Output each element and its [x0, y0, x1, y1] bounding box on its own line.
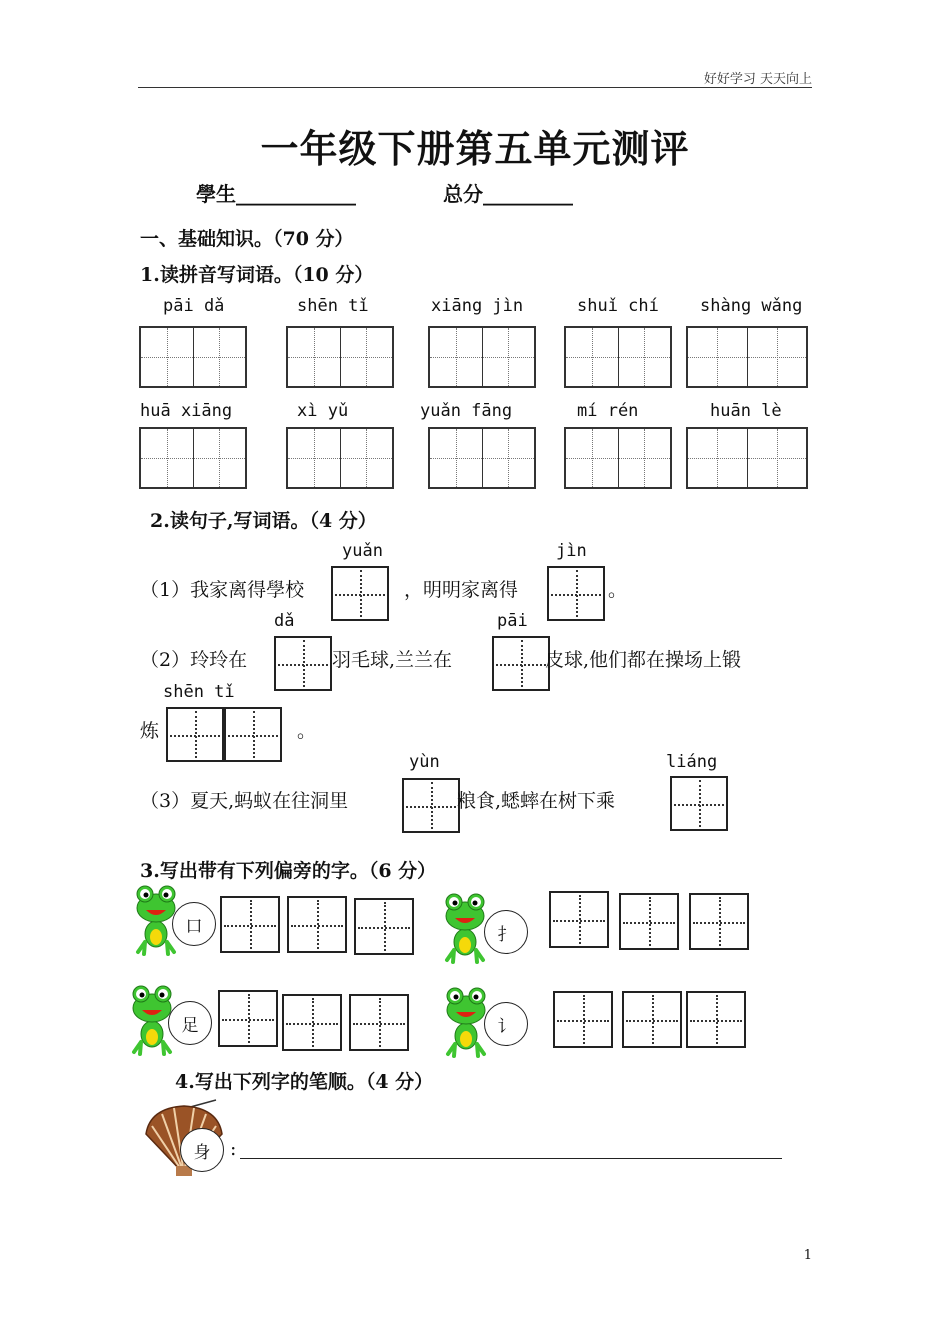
section1-heading: 一、基础知识。（70 分） [140, 228, 354, 250]
total-score-label[interactable]: 总分_________ [443, 182, 573, 206]
q2-s2-pinyin-b: pāi [497, 611, 528, 631]
q1-pinyin-1: pāi dǎ [163, 296, 225, 316]
q2-s2-pinyin-a: dǎ [274, 611, 295, 631]
q1-grid-8[interactable] [428, 427, 536, 489]
radical-yan: 讠 [484, 1002, 528, 1046]
radical-zu: 足 [168, 1001, 212, 1045]
q1-pinyin-7: xì yǔ [297, 401, 349, 421]
q1-grid-6[interactable] [139, 427, 247, 489]
header-rule [138, 87, 812, 88]
q2-s2-box-a[interactable] [274, 636, 332, 691]
radical-kou: 口 [172, 902, 216, 946]
q1-grid-7[interactable] [286, 427, 394, 489]
q2-s1-text-c: 。 [608, 579, 628, 601]
q3-kou-box-2[interactable] [287, 896, 347, 953]
q2-s2b-pinyin: shēn tǐ [163, 682, 235, 702]
q1-pinyin-9: mí rén [577, 401, 639, 421]
q2-s1-box-b[interactable] [547, 566, 605, 621]
q3-yan-box-2[interactable] [622, 991, 682, 1048]
stroke-order-char: 身 [180, 1128, 224, 1172]
q4-heading: 4.写出下列字的笔顺。（4 分） [175, 1071, 434, 1093]
q1-pinyin-5: shàng wǎng [700, 296, 803, 316]
q1-pinyin-2: shēn tǐ [297, 296, 369, 316]
q3-shou-box-2[interactable] [619, 893, 679, 950]
q1-pinyin-6: huā xiāng [140, 401, 233, 421]
header-motto: 好好学习 天天向上 [703, 72, 812, 87]
q2-s2-box-b[interactable] [492, 636, 550, 691]
q1-grid-10[interactable] [686, 427, 808, 489]
q2-s3-box-a[interactable] [402, 778, 460, 833]
stroke-order-colon: : [230, 1138, 237, 1160]
q2-s1-pinyin-b: jìn [556, 541, 587, 561]
q3-shou-box-1[interactable] [549, 891, 609, 948]
q1-pinyin-4: shuǐ chí [577, 296, 659, 316]
q1-grid-2[interactable] [286, 326, 394, 388]
q2-s1-box-a[interactable] [331, 566, 389, 621]
q1-pinyin-10: huān lè [710, 401, 782, 421]
q2-s3-text-a: （3）夏天,蚂蚁在往洞里 [140, 790, 349, 812]
q3-kou-box-1[interactable] [220, 896, 280, 953]
q1-pinyin-8: yuǎn fāng [420, 401, 513, 421]
student-name-label[interactable]: 學生____________ [196, 182, 356, 206]
q2-s2-text-b: 羽毛球,兰兰在 [332, 649, 453, 671]
q3-zu-box-3[interactable] [349, 994, 409, 1051]
q2-s1-text-b: ，明明家离得 [404, 579, 519, 601]
page-title: 一年级下册第五单元测评 [260, 126, 690, 171]
frog-icon [443, 892, 487, 964]
q3-zu-box-1[interactable] [218, 990, 278, 1047]
q2-s1-pinyin-a: yuǎn [342, 541, 383, 561]
q1-grid-4[interactable] [564, 326, 672, 388]
q3-shou-box-3[interactable] [689, 893, 749, 950]
q2-s2b-box-a[interactable] [166, 707, 224, 762]
q3-yan-box-3[interactable] [686, 991, 746, 1048]
page-number: 1 [803, 1248, 812, 1263]
q2-s2-text-a: （2）玲玲在 [140, 649, 248, 671]
q2-s2b-box-b[interactable] [224, 707, 282, 762]
q3-heading: 3.写出带有下列偏旁的字。（6 分） [140, 860, 437, 882]
q2-heading: 2.读句子,写词语。（4 分） [150, 510, 377, 532]
q1-grid-9[interactable] [564, 427, 672, 489]
stroke-order-answer-line[interactable] [240, 1158, 782, 1159]
q3-yan-box-1[interactable] [553, 991, 613, 1048]
q2-s3-pinyin-b: liáng [666, 752, 718, 772]
q2-s2b-text-a: 炼 [140, 720, 160, 742]
q1-heading: 1.读拼音写词语。（10 分） [140, 264, 374, 286]
q1-grid-3[interactable] [428, 326, 536, 388]
q3-zu-box-2[interactable] [282, 994, 342, 1051]
radical-ti-shou: 扌 [484, 910, 528, 954]
q2-s1-text-a: （1）我家离得學校 [140, 579, 305, 601]
q2-s2-text-c: 皮球,他们都在操场上锻 [545, 649, 742, 671]
q1-grid-5[interactable] [686, 326, 808, 388]
q1-grid-1[interactable] [139, 326, 247, 388]
frog-icon [444, 986, 488, 1058]
q2-s3-pinyin-a: yùn [409, 752, 440, 772]
q1-pinyin-3: xiāng jìn [431, 296, 524, 316]
q2-s3-box-b[interactable] [670, 776, 728, 831]
q2-s3-text-b: 粮食,蟋蟀在树下乘 [457, 790, 616, 812]
q3-kou-box-3[interactable] [354, 898, 414, 955]
q2-s2b-text-b: 。 [297, 720, 317, 742]
